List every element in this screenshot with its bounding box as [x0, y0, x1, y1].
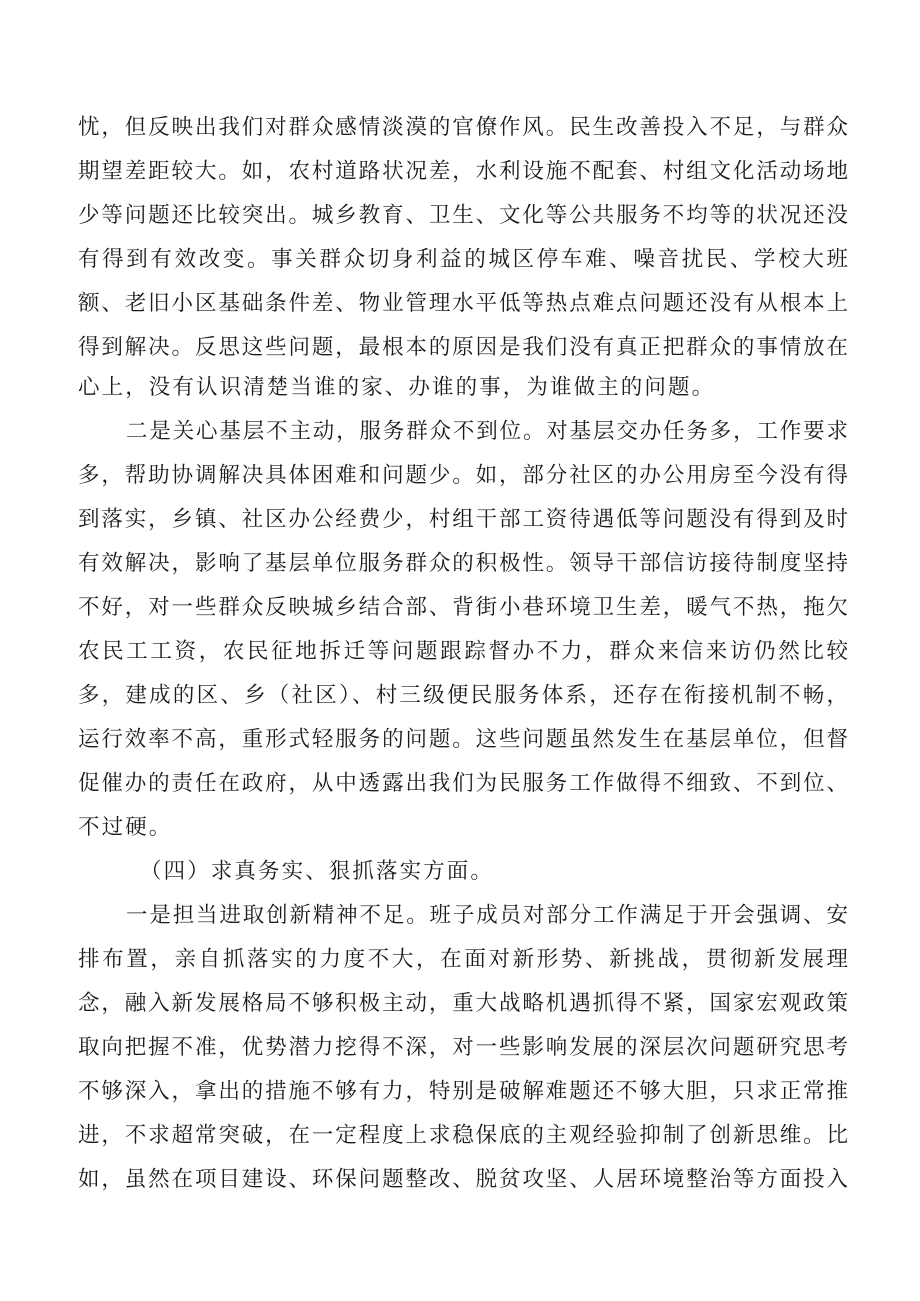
text-line: 多，建成的区、乡（社区）、村三级便民服务体系，还存在衔接机制不畅，: [78, 683, 848, 708]
text-line: 不够深入，拿出的措施不够有力，特别是破解难题还不够大胆，只求正常推: [78, 1079, 848, 1104]
text-line: 农民工工资，农民征地拆迁等问题跟踪督办不力，群众来信来访仍然比较: [78, 639, 848, 664]
text-line: 忧，但反映出我们对群众感情淡漠的官僚作风。民生改善投入不足，与群众: [78, 115, 848, 140]
text-line: 少等问题还比较突出。城乡教育、卫生、文化等公共服务不均等的状况还没: [78, 203, 848, 228]
text-line: 念，融入新发展格局不够积极主动，重大战略机遇抓得不紧，国家宏观政策: [78, 991, 848, 1016]
text-line: 排布置，亲自抓落实的力度不大，在面对新形势、新挑战，贯彻新发展理: [78, 947, 848, 972]
text-line: 运行效率不高，重形式轻服务的问题。这些问题虽然发生在基层单位，但督: [78, 727, 848, 752]
text-line: 如，虽然在项目建设、环保问题整改、脱贫攻坚、人居环境整治等方面投入: [78, 1167, 848, 1192]
text-line: 促催办的责任在政府，从中透露出我们为民服务工作做得不细致、不到位、: [78, 771, 848, 796]
text-line: 不过硬。: [78, 815, 173, 840]
text-line: 进，不求超常突破，在一定程度上求稳保底的主观经验抑制了创新思维。比: [78, 1123, 848, 1148]
section-heading: （四）求真务实、狠抓落实方面。: [140, 859, 495, 884]
paragraph-first-line: 二是关心基层不主动，服务群众不到位。对基层交办任务多，工作要求: [126, 419, 848, 444]
text-line: 取向把握不准，优势潜力挖得不深，对一些影响发展的深层次问题研究思考: [78, 1035, 848, 1060]
text-line: 心上，没有认识清楚当谁的家、办谁的事，为谁做主的问题。: [78, 375, 716, 400]
text-line: 期望差距较大。如，农村道路状况差，水利设施不配套、村组文化活动场地: [78, 159, 848, 184]
text-line: 有效解决，影响了基层单位服务群众的积极性。领导干部信访接待制度坚持: [78, 551, 848, 576]
text-line: 到落实，乡镇、社区办公经费少，村组干部工资待遇低等问题没有得到及时: [78, 507, 848, 532]
text-line: 不好，对一些群众反映城乡结合部、背街小巷环境卫生差，暖气不热，拖欠: [78, 595, 848, 620]
text-line: 多，帮助协调解决具体困难和问题少。如，部分社区的办公用房至今没有得: [78, 463, 848, 488]
text-line: 额、老旧小区基础条件差、物业管理水平低等热点难点问题还没有从根本上: [78, 291, 848, 316]
paragraph-first-line: 一是担当进取创新精神不足。班子成员对部分工作满足于开会强调、安: [126, 903, 848, 928]
text-line: 有得到有效改变。事关群众切身利益的城区停车难、噪音扰民、学校大班: [78, 247, 848, 272]
text-line: 得到解决。反思这些问题，最根本的原因是我们没有真正把群众的事情放在: [78, 335, 848, 360]
